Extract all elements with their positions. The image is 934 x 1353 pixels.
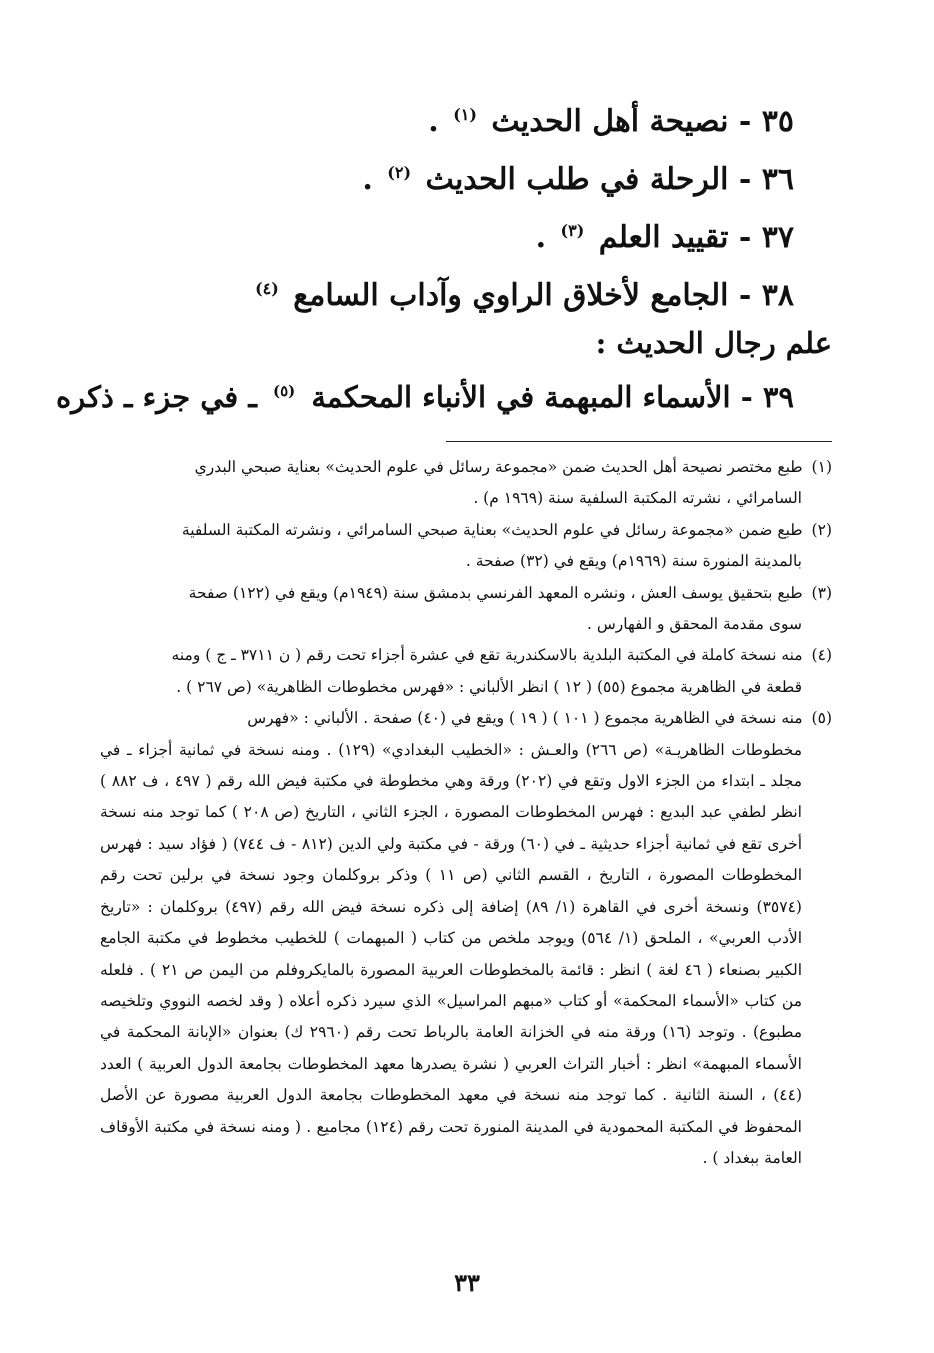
footnote-ref: (٢) [387,163,412,182]
footnotes [100,452,832,1174]
footnote [100,452,832,515]
footnote-mark: (٤) [811,646,832,665]
footnote-continuation: سوى مقدمة المحقق و الفهارس . [587,615,802,634]
list-item [94,86,794,144]
footnote [100,515,832,578]
item-tail: . [428,104,439,139]
footnote-ref: (٥) [272,382,296,401]
footnote-ref: (١) [453,105,477,124]
footnote-first-line: طبع مختصر نصيحة أهل الحديث ضمن «مجموعة رسائل في علوم الحديث» بعناية صبحي البدري [194,458,803,476]
footnote [100,578,832,641]
footnote-first-line: طبع ضمن «مجموعة رسائل في علوم الحديث» بعناية صبحي السامرائي ، ونشرته المكتبة السلفية [181,520,803,539]
main-list [94,86,794,318]
footnote-continuation: السامرائي ، نشرته المكتبة السلفية سنة (١٩٦٩ م) . [473,489,802,508]
footnote-continuation: بالمدينة المنورة سنة (١٩٦٩م) ويقع في (٣٢) صفحة . [465,552,802,571]
footnote-first-line: طبع بتحقيق يوسف العش ، ونشره المعهد الفرنسي بدمشق سنة (١٩٤٩م) ويقع في (١٢٢) صفحة [188,583,803,602]
section-heading: علم رجال الحديث : [595,326,832,360]
item-text: ٣٥ - نصيحة أهل الحديث [491,104,794,139]
list-item [55,380,794,414]
page-number: ٣٣ [454,1268,480,1297]
item-text: ٣٨ - الجامع لأخلاق الراوي وآداب السامع [293,278,794,313]
footnote-continuation: مخطوطات الظاهريـة» (ص ٢٦٦) والعـش : «الخطيب البغدادي» (١٢٩) . ومنه نسخة في ثمانية أجزاء ـ في مجلد ـ ابتداء من الجزء الاول وتقع في (٢٠٢) ورقة وهي مخطوطة في مكتبة فيض الله رقم ( ٤٩٧ ، ف ٨٨٢ ) انظر لطفي عبد البديع : فهرس المخطوطات المصورة ، الجزء الثاني ، التاريخ (ص ٢٠٨ ) كما توجد منه نسخة أخرى تقع في ثمانية أجزاء حديثية ـ في (٦٠) ورقة - في مكتبة ولي الدين (٨١٢ - ف ٧٤٤) ( فؤاد سيد : فهرس المخطوطات المصورة ، التاريخ ، القسم الثاني (ص ١١ ) وذكر بروكلمان وجود نسخة في برلين تحت رقم (٣٥٧٤) ونسخة أخرى في القاهرة (١/ ٨٩) إضافة إلى ذكره نسخة فيض الله رقم (٤٩٧) بروكلمان : «تاريخ الأدب العربي» ، الملحق (١/ ٥٦٤) ويوجد ملخص من كتاب ( المبهمات ) للخطيب مخطوط في مكتبة الجامع الكبير بصنعاء ( ٤٦ لغة ) انظر : قائمة بالمخطوطات العربية المصورة بالمايكروفلم من اليمن ص ٢١ ) . فلعله من كتاب «الأسماء المحكمة» أو كتاب «مبهم المراسيل» الذي سيرد ذكره أعلاه ( وقد لخصه النووي وتلخيصه مطبوع) . وتوجد (١٦) ورقة منه في الخزانة العامة بالرباط تحت رقم (٢٩٦٠ ك) بعنوان «الإبانة المحكمة في الأسماء المبهمة» انظر : أخبار التراث العربي ( نشرة يصدرها معهد المخطوطات بجامعة الدول العربية ) العدد (٤٤) ، السنة الثانية . كما توجد منه نسخة في معهد المخطوطات بجامعة الدول العربية مصورة عن الأصل المحفوظ في المكتبة المحمودية في المدينة المنورة تحت رقم (١٢٤) مجاميع . ( ومنه نسخة في مكتبة الأوقاف العامة ببغداد ) . [100,740,803,1167]
footnote-first-line: منه نسخة كاملة في المكتبة البلدية بالاسكندرية تقع في عشرة أجزاء تحت رقم ( ن ٣٧١١ ـ ج ) ومنه [171,646,803,665]
footnote [100,640,832,703]
list-item [94,202,794,260]
item-text: ٣٧ - تقييد العلم [598,220,794,255]
footnote-mark: (٥) [811,709,832,728]
list-item [94,260,794,318]
item-tail: . [535,220,547,255]
item-tail: . [362,162,373,197]
footnote-mark: (١) [811,458,832,476]
footnote-ref: (٣) [560,221,585,240]
item-text: ٣٦ - الرحلة في طلب الحديث [425,162,794,197]
footnote [100,703,832,1174]
footnote-continuation: قطعة في الظاهرية مجموع (٥٥) ( ١٢ ) انظر الألباني : «فهرس مخطوطات الظاهرية» (ص ٢٦٧ ) . [176,677,802,696]
footnote-ref: (٤) [255,279,279,298]
footnote-first-line: منه نسخة في الظاهرية مجموع ( ١٠١ ) ( ١٩ ) ويقع في (٤٠) صفحة . الألباني : «فهرس [247,709,803,728]
item-tail: ـ في جزء ـ ذكره [55,380,257,414]
item-text: ٣٩ - الأسماء المبهمة في الأنباء المحكمة [311,380,794,414]
footnote-mark: (٢) [811,520,832,539]
list-item [94,144,794,202]
footnote-mark: (٣) [811,583,832,602]
footnote-divider [446,441,832,442]
